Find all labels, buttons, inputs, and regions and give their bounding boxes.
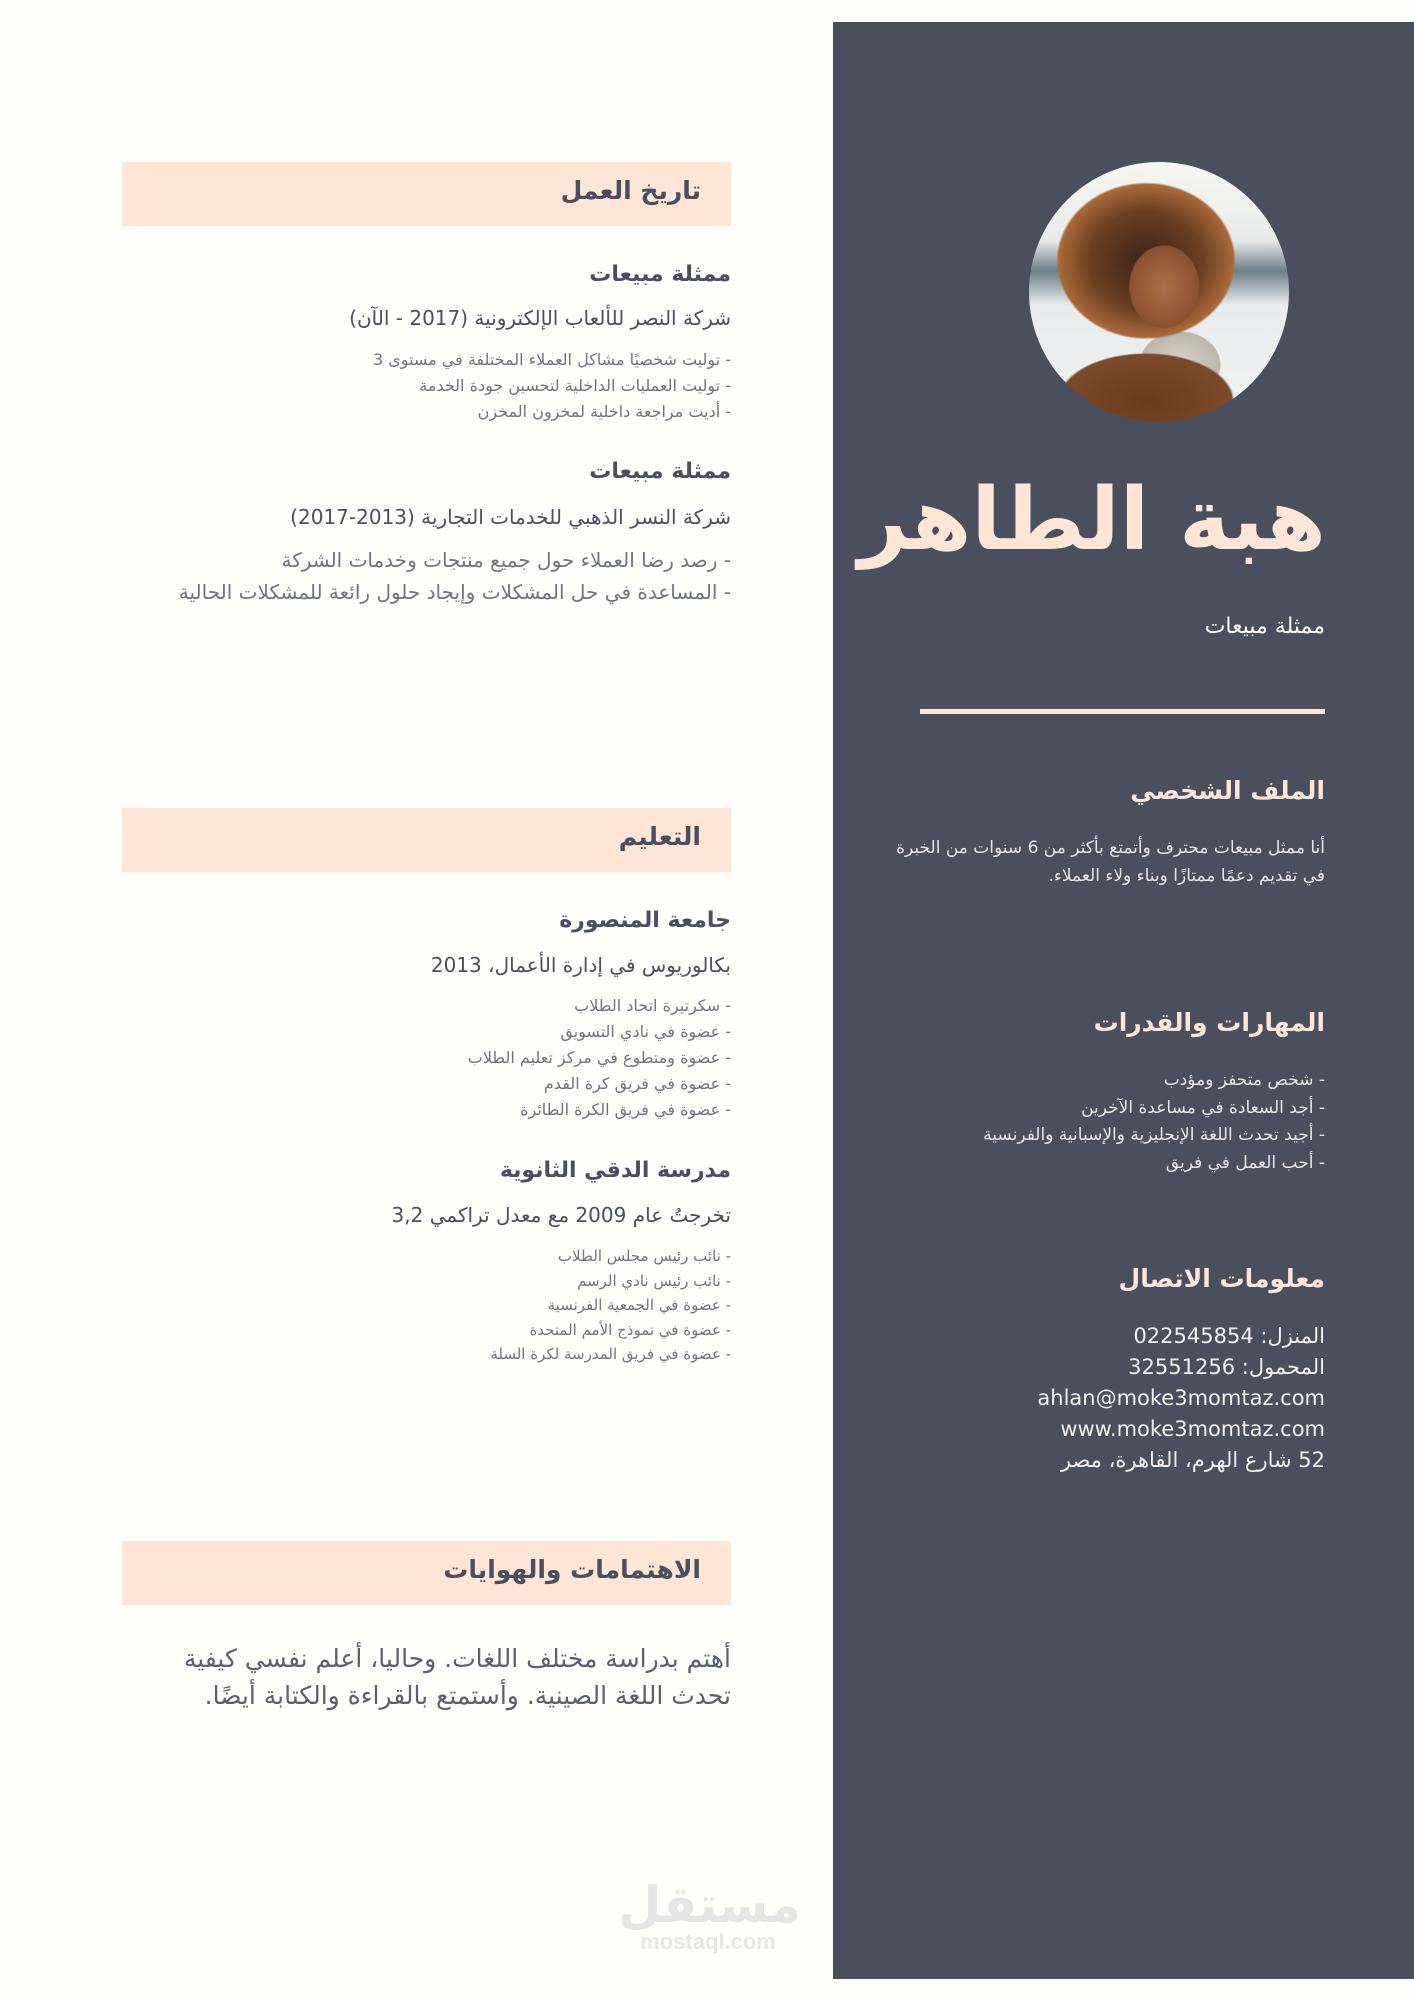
sidebar-divider	[920, 709, 1325, 714]
job-company: شركة النصر للألعاب الإلكترونية (2017 - الآن)	[349, 306, 731, 330]
contact-info	[1037, 1321, 1325, 1476]
work-section-band	[122, 162, 731, 226]
school-degree: تخرجتُ عام 2009 مع معدل تراكمي 3,2	[391, 1203, 731, 1227]
interests-section-band	[122, 1541, 731, 1605]
school-activities	[468, 993, 731, 1123]
summary-text: أنا ممثل مبيعات محترف وأتمتع بأكثر من 6 سنوات من الخبرة في تقديم دعمًا ممتازًا وبناء ولاء العملاء.	[896, 838, 1325, 886]
interests-text: أهتم بدراسة مختلف اللغات. وحاليا، أعلم نفسي كيفية تحدث اللغة الصينية. وأستمتع بالقراءة والكتابة أيضًا.	[183, 1644, 731, 1710]
activity-item: - عضوة في نموذج الأمم المتحدة	[529, 1320, 731, 1339]
skill-item: - شخص متحفز ومؤدب	[1163, 1070, 1325, 1090]
job-bullet: - المساعدة في حل المشكلات وإيجاد حلول رائعة للمشكلات الحالية	[178, 580, 731, 604]
job-company: شركة النسر الذهبي للخدمات التجارية (2013-2017)	[290, 505, 731, 529]
summary-heading: الملف الشخصي	[1130, 776, 1325, 805]
candidate-job-title: ممثلة مبيعات	[1204, 614, 1325, 639]
skill-item: - أجيد تحدث اللغة الإنجليزية والإسبانية والفرنسية	[983, 1125, 1325, 1145]
skills-heading: المهارات والقدرات	[1093, 1008, 1325, 1037]
school-name: مدرسة الدقي الثانوية	[499, 1158, 731, 1183]
job-bullet: - رصد رضا العملاء حول جميع منتجات وخدمات الشركة	[281, 548, 731, 572]
contact-address: 52 شارع الهرم، القاهرة، مصر	[1060, 1448, 1325, 1472]
job-bullet: - توليت العمليات الداخلية لتحسين جودة الخدمة	[419, 376, 731, 395]
job-bullet: - أديت مراجعة داخلية لمخزون المخزن	[477, 402, 731, 421]
contact-website[interactable]: www.moke3momtaz.com	[1060, 1417, 1325, 1441]
activity-item: - نائب رئيس مجلس الطلاب	[557, 1247, 731, 1265]
education-heading: التعليم	[618, 822, 701, 851]
contact-email[interactable]: ahlan@moke3momtaz.com	[1037, 1386, 1325, 1410]
activity-item: - سكرتيرة اتحاد الطلاب	[574, 996, 731, 1015]
school-degree: بكالوريوس في إدارة الأعمال، 2013	[430, 953, 731, 977]
education-section-band	[122, 808, 731, 872]
job-bullets	[179, 544, 731, 608]
contact-mobile-phone: المحمول: 32551256	[1128, 1355, 1325, 1379]
interests-heading: الاهتمامات والهوايات	[443, 1555, 701, 1584]
profile-photo	[1029, 162, 1289, 422]
activity-item: - عضوة في الجمعية الفرنسية	[547, 1296, 731, 1314]
activity-item: - نائب رئيس نادي الرسم	[577, 1271, 731, 1290]
job-title: ممثلة مبيعات	[589, 262, 731, 287]
skills-list	[983, 1067, 1325, 1177]
school-activities	[490, 1244, 731, 1367]
watermark-arabic: مستقل	[618, 1876, 801, 1934]
contact-home-phone: المنزل: 022545854	[1133, 1324, 1325, 1348]
activity-item: - عضوة في فريق الكرة الطائرة	[520, 1100, 731, 1119]
watermark-latin: mostaql.com	[640, 1929, 776, 1954]
watermark-logo	[618, 1876, 801, 1954]
job-title: ممثلة مبيعات	[589, 459, 731, 484]
activity-item: - عضوة ومتطوع في مركز تعليم الطلاب	[467, 1048, 731, 1067]
contact-heading: معلومات الاتصال	[1118, 1264, 1325, 1293]
activity-item: - عضوة في فريق كرة القدم	[543, 1074, 731, 1093]
skill-item: - أجد السعادة في مساعدة الآخرين	[1081, 1097, 1325, 1118]
work-heading: تاريخ العمل	[560, 176, 701, 205]
activity-item: - عضوة في نادي التسويق	[560, 1022, 731, 1041]
job-bullets	[373, 347, 731, 425]
activity-item: - عضوة في فريق المدرسة لكرة السلة	[490, 1345, 731, 1363]
job-bullet: - توليت شخصيًا مشاكل العملاء المختلفة في مستوى 3	[372, 350, 731, 369]
skill-item: - أحب العمل في فريق	[1165, 1152, 1325, 1173]
candidate-name: هبة الطاهر	[858, 470, 1326, 570]
school-name: جامعة المنصورة	[559, 908, 731, 933]
